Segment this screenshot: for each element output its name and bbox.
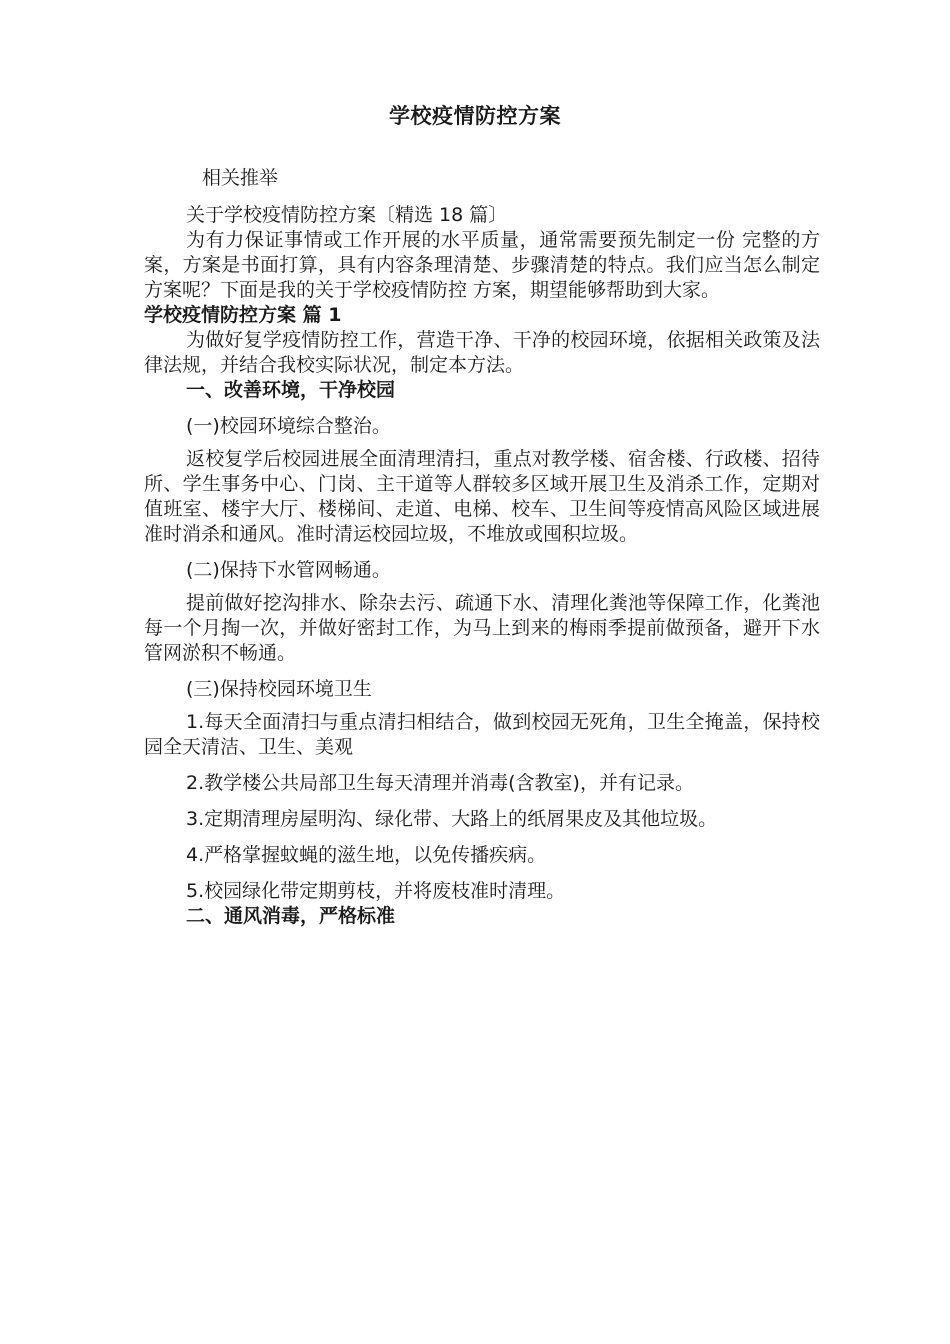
collection-title: 关于学校疫情防控方案〔精选 18 篇〕: [186, 204, 508, 226]
sub3-title: (三)保持校园环境卫生: [186, 678, 372, 700]
section-heading: 学校疫情防控方案 篇 1: [144, 304, 342, 326]
intro-paragraph: 为有力保证事情或工作开展的水平质量，通常需要预先制定一份 完整的方案，方案是书面打算，具有内容条理清楚、步骤清楚的特点。我们应当怎么制定方案呢？下面是我的关于学校疫情防控 方案，期望能够帮助到大家。: [144, 229, 820, 301]
recommend-label: 相关推举: [202, 167, 279, 189]
list-item: 2.教学楼公共局部卫生每天清理并消毒(含教室)，并有记录。: [186, 772, 694, 794]
document-title: 学校疫情防控方案: [389, 104, 561, 128]
sub2-title: (二)保持下水管网畅通。: [186, 559, 391, 581]
list-item: 4.严格掌握蚊蝇的滋生地，以免传播疾病。: [186, 844, 547, 866]
part2-heading: 二、通风消毒，严格标准: [186, 905, 396, 927]
sub1-body: 返校复学后校园进展全面清理清扫，重点对教学楼、宿舍楼、行政楼、招待所、学生事务中心、门岗、主干道等人群较多区域开展卫生及消杀工作，定期对值班室、楼宇大厅、楼梯间、走道、电梯、校车、卫生间等疫情高风险区域进展准时消杀和通风。准时清运校园垃圾，不堆放或囤积垃圾。: [144, 448, 820, 545]
document-body: [144, 166, 820, 929]
list-item: 5.校园绿化带定期剪枝，并将废枝准时清理。: [186, 880, 566, 902]
part1-heading: 一、改善环境，干净校园: [186, 379, 396, 401]
section-intro-paragraph: 为做好复学疫情防控工作，营造干净、干净的校园环境，依据相关政策及法律法规，并结合我校实际状况，制定本方法。: [144, 329, 820, 376]
list-item: 3.定期清理房屋明沟、绿化带、大路上的纸屑果皮及其他垃圾。: [186, 808, 718, 830]
sub2-body: 提前做好挖沟排水、除杂去污、疏通下水、清理化粪池等保障工作，化粪池每一个月掏一次，并做好密封工作，为马上到来的梅雨季提前做预备，避开下水管网淤积不畅通。: [144, 592, 820, 664]
list-item: 1.每天全面清扫与重点清扫相结合，做到校园无死角，卫生全掩盖，保持校园全天清洁、卫生、美观: [144, 711, 820, 758]
sub1-title: (一)校园环境综合整治。: [186, 415, 391, 437]
